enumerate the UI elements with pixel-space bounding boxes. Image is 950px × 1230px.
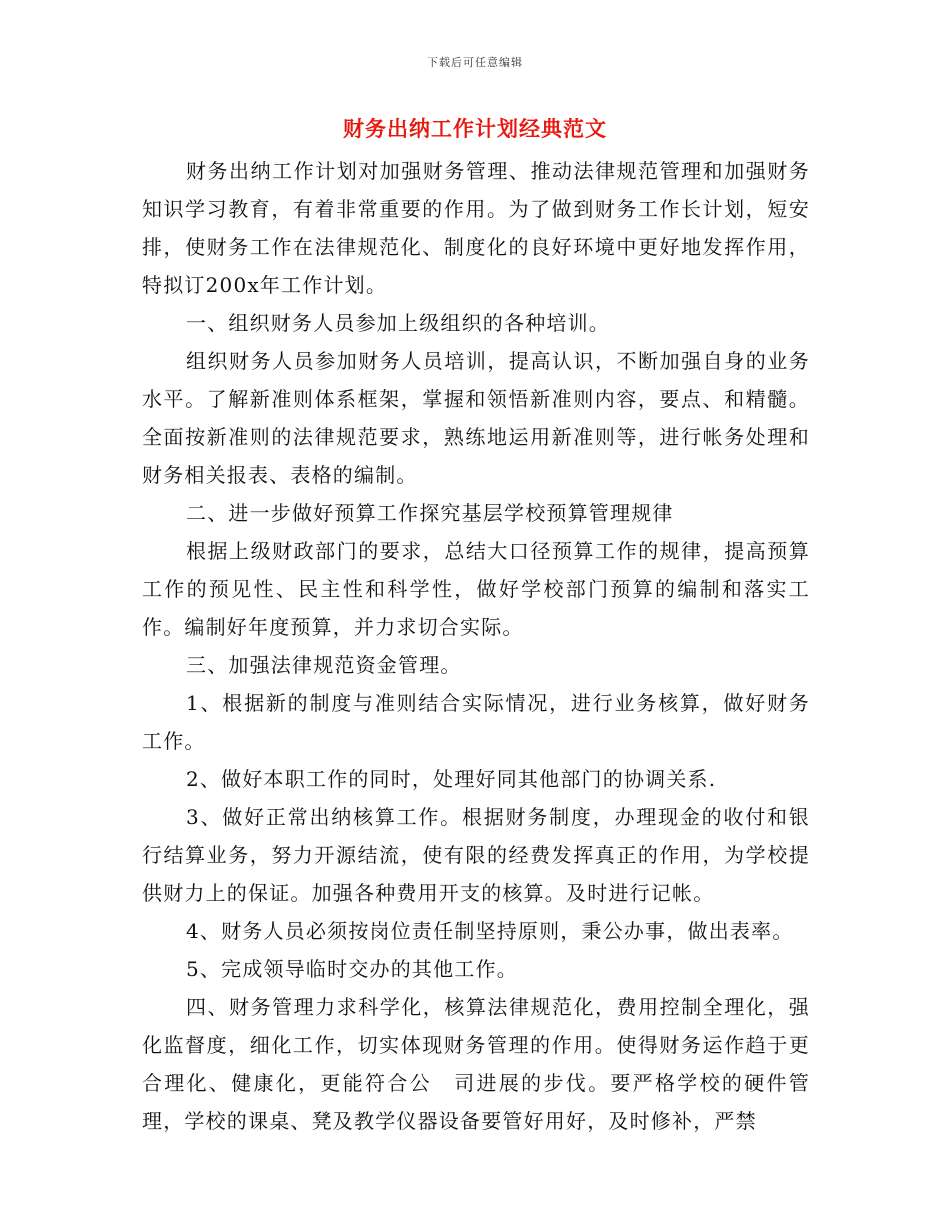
section-3-item-2: 2、做好本职工作的同时，处理好同其他部门的协调关系. [186, 767, 717, 791]
section-2-paragraph: 根据上级财政部门的要求，总结大口径预算工作的规律，提高预算工作的预见性、民主性和科学性，做好学校部门预算的编制和落实工作。编制好年度预算，并力求切合实际。 [142, 539, 810, 639]
intro-paragraph: 财务出纳工作计划对加强财务管理、推动法律规范管理和加强财务知识学习教育，有着非常重要的作用。为了做到财务工作长计划，短安排，使财务工作在法律规范化、制度化的良好环境中更好地发挥作用，特拟订200x年工作计划。 [142, 159, 810, 297]
section-heading-3: 三、加强法律规范资金管理。 [186, 653, 462, 677]
header-note: 下载后可任意编辑 [427, 56, 523, 69]
section-3-item-3: 3、做好正常出纳核算工作。根据财务制度，办理现金的收付和银行结算业务，努力开源结流，使有限的经费发挥真正的作用，为学校提供财力上的保证。加强各种费用开支的核算。及时进行记帐。 [142, 805, 810, 905]
section-3-item-1: 1、根据新的制度与准则结合实际情况，进行业务核算，做好财务工作。 [142, 691, 810, 753]
document-title: 财务出纳工作计划经典范文 [343, 117, 607, 141]
document-body [142, 152, 810, 1140]
section-heading-2: 二、进一步做好预算工作探究基层学校预算管理规律 [186, 501, 674, 525]
section-3-item-5: 5、完成领导临时交办的其他工作。 [186, 957, 518, 981]
section-heading-1: 一、组织财务人员参加上级组织的各种培训。 [186, 311, 610, 335]
section-4-paragraph: 四、财务管理力求科学化，核算法律规范化，费用控制全理化，强化监督度，细化工作，切实体现财务管理的作用。使得财务运作趋于更合理化、健康化，更能符合公 司进展的步伐。要严格学校的硬件管理，学校的课桌、凳及教学仪器设备要管好用好，及时修补，严禁 [142, 995, 810, 1133]
section-1-paragraph: 组织财务人员参加财务人员培训，提高认识，不断加强自身的业务水平。了解新准则体系框架，掌握和领悟新准则内容，要点、和精髓。全面按新准则的法律规范要求，熟练地运用新准则等，进行帐务处理和财务相关报表、表格的编制。 [142, 349, 810, 487]
section-3-item-4: 4、财务人员必须按岗位责任制坚持原则，秉公办事，做出表率。 [186, 919, 794, 943]
